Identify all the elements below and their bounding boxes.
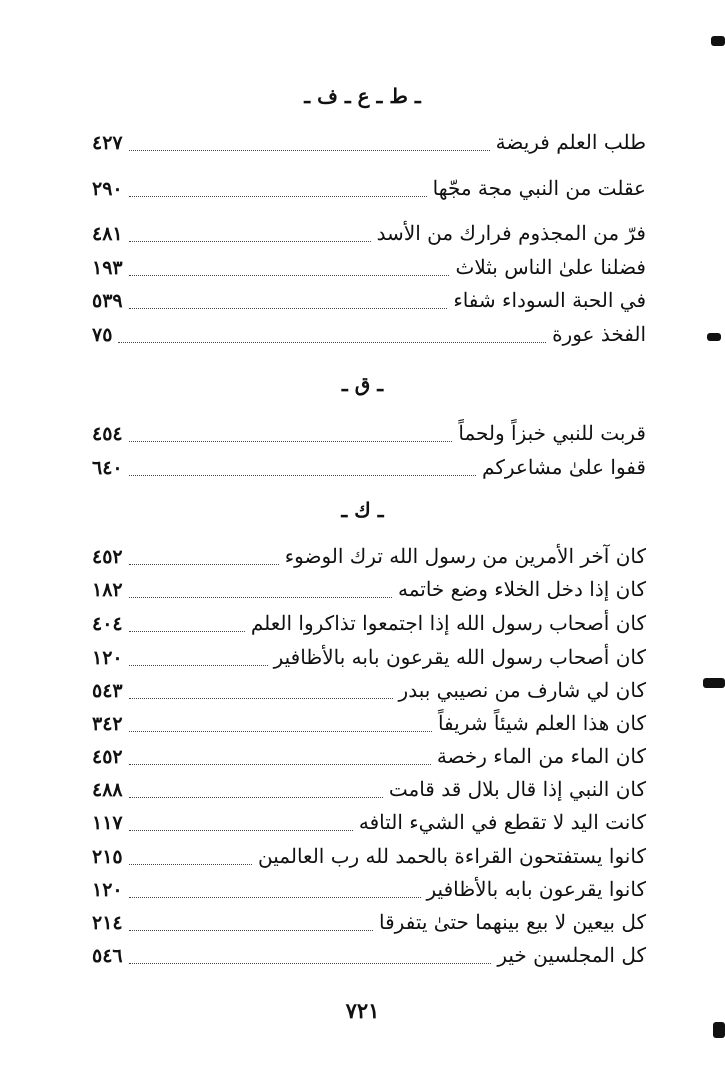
index-entry: [92, 130, 646, 158]
entry-page-number: ٥٤٦: [92, 945, 123, 967]
dot-leader: [129, 274, 450, 276]
entry-text: فرّ من المجذوم فرارك من الأسد: [376, 221, 646, 245]
entry-page-number: ٤٢٧: [92, 132, 123, 154]
dot-leader: [129, 563, 279, 565]
index-entry: [92, 421, 646, 449]
entry-text: قفوا علىٰ مشاعركم: [482, 455, 646, 479]
entry-text: كل بيعين لا بيع بينهما حتىٰ يتفرقا: [379, 910, 646, 934]
index-entry: [92, 678, 646, 706]
entry-text: كل المجلسين خير: [497, 943, 646, 967]
dot-leader: [129, 149, 490, 151]
dot-leader: [129, 829, 353, 831]
index-entry: [92, 288, 646, 316]
entry-page-number: ٤٨١: [92, 223, 123, 245]
entry-text: كان أصحاب رسول الله إذا اجتمعوا تذاكروا العلم: [250, 611, 646, 635]
index-entry: [92, 910, 646, 938]
entry-page-number: ١٩٣: [92, 257, 123, 279]
dot-leader: [129, 796, 383, 798]
dot-leader: [118, 341, 546, 343]
index-entry: [92, 777, 646, 805]
index-entry: [92, 455, 646, 483]
entry-text: كان النبي إذا قال بلال قد قامت: [388, 777, 646, 801]
entry-page-number: ٥٣٩: [92, 290, 123, 312]
entry-text: كان آخر الأمرين من رسول الله ترك الوضوء: [284, 544, 646, 568]
entry-page-number: ١٢٠: [92, 647, 123, 669]
entry-page-number: ٤٥٢: [92, 746, 123, 768]
dot-leader: [129, 763, 431, 765]
entry-text: كانوا يقرعون بابه بالأظافير: [426, 877, 646, 901]
entry-text: كانت اليد لا تقطع في الشيء التافه: [358, 810, 646, 834]
dot-leader: [129, 307, 448, 309]
entry-page-number: ١٨٢: [92, 579, 123, 601]
index-entry: [92, 221, 646, 249]
page-number: ٧٢١: [345, 998, 380, 1023]
index-entry: [92, 877, 646, 905]
section-heading-qaf: ـ ق ـ: [341, 372, 384, 396]
entry-page-number: ١١٧: [92, 812, 123, 834]
entry-text: كان لي شارف من نصيبي ببدر: [398, 678, 646, 702]
entry-page-number: ١٢٠: [92, 879, 123, 901]
dot-leader: [129, 474, 476, 476]
dot-leader: [129, 630, 245, 632]
entry-text: فضلنا علىٰ الناس بثلاث: [455, 255, 646, 279]
index-entry: [92, 176, 646, 204]
entry-page-number: ٢١٤: [92, 912, 123, 934]
entry-text: الفخذ عورة: [552, 322, 646, 346]
entry-page-number: ٥٤٣: [92, 680, 123, 702]
entry-page-number: ٤٥٤: [92, 423, 123, 445]
index-entry: [92, 645, 646, 673]
section-heading-ta-ain-fa: ـ ط ـ ع ـ ف ـ: [304, 84, 421, 108]
index-entry: [92, 577, 646, 605]
scan-edge-mark: [707, 333, 721, 341]
entry-page-number: ٤٨٨: [92, 779, 123, 801]
dot-leader: [129, 195, 427, 197]
entry-text: عقلت من النبي مجة مجّها: [432, 176, 646, 200]
scan-edge-mark: [711, 36, 725, 46]
dot-leader: [129, 240, 371, 242]
dot-leader: [129, 596, 392, 598]
index-entry: [92, 810, 646, 838]
dot-leader: [129, 697, 393, 699]
dot-leader: [129, 664, 268, 666]
index-entry: [92, 744, 646, 772]
entry-page-number: ٧٥: [92, 324, 113, 346]
dot-leader: [129, 896, 421, 898]
index-entry: [92, 611, 646, 639]
dot-leader: [129, 863, 252, 865]
entry-text: قربت للنبي خبزاً ولحماً: [458, 421, 646, 445]
section-heading-kaf: ـ ك ـ: [341, 498, 384, 522]
scan-edge-mark: [703, 678, 725, 688]
entry-page-number: ٤٠٤: [92, 613, 123, 635]
entry-page-number: ٢١٥: [92, 846, 123, 868]
dot-leader: [129, 730, 432, 732]
index-entry: [92, 844, 646, 872]
entry-page-number: ٣٤٢: [92, 713, 123, 735]
entry-text: كان إذا دخل الخلاء وضع خاتمه: [397, 577, 646, 601]
entry-text: كان هذا العلم شيئاً شريفاً: [437, 711, 646, 735]
index-entry: [92, 943, 646, 971]
index-entry: [92, 544, 646, 572]
entry-page-number: ٦٤٠: [92, 457, 123, 479]
dot-leader: [129, 962, 492, 964]
entry-text: طلب العلم فريضة: [495, 130, 646, 154]
entry-text: في الحبة السوداء شفاء: [453, 288, 646, 312]
entry-text: كانوا يستفتحون القراءة بالحمد لله رب العالمين: [258, 844, 646, 868]
entry-page-number: ٤٥٢: [92, 546, 123, 568]
index-entry: [92, 255, 646, 283]
dot-leader: [129, 929, 373, 931]
entry-text: كان الماء من الماء رخصة: [436, 744, 646, 768]
entry-page-number: ٢٩٠: [92, 178, 123, 200]
scan-edge-mark: [713, 1022, 725, 1038]
index-entry: [92, 322, 646, 350]
index-entry: [92, 711, 646, 739]
dot-leader: [129, 440, 453, 442]
entry-text: كان أصحاب رسول الله يقرعون بابه بالأظافير: [273, 645, 646, 669]
